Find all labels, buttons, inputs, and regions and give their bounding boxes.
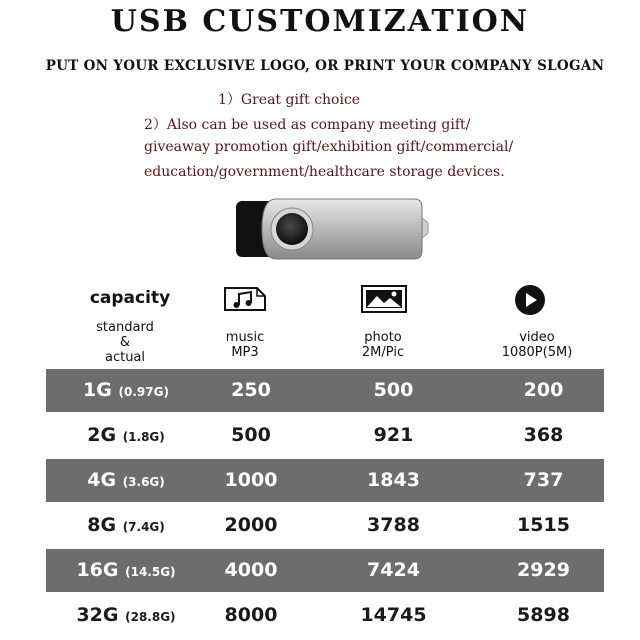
music-label: music — [225, 330, 265, 345]
video-cell: 5898 — [517, 604, 570, 626]
table-row — [46, 414, 604, 457]
capacity-heading: capacity — [89, 288, 171, 308]
music-file-icon — [223, 286, 267, 312]
photo-cell: 1843 — [367, 469, 420, 491]
capacity-cell: 8G (7.4G) — [87, 514, 165, 536]
music-column-header — [190, 330, 300, 360]
capacity-sub-actual: actual — [104, 350, 146, 365]
capacity-cell: 32G (28.8G) — [76, 604, 176, 626]
photo-cell: 500 — [373, 379, 414, 401]
video-cell: 200 — [523, 379, 564, 401]
capacity-cell: 1G (0.97G) — [83, 379, 169, 401]
music-cell: 1000 — [224, 469, 278, 491]
capacity-cell: 4G (3.6G) — [87, 469, 165, 491]
photo-cell: 14745 — [360, 604, 427, 626]
play-icon — [514, 284, 546, 316]
page-title: USB CUSTOMIZATION — [110, 4, 530, 39]
usb-drive-image — [236, 195, 436, 265]
music-format: MP3 — [231, 345, 259, 360]
photo-cell: 7424 — [367, 559, 420, 581]
feature-line-1: 1）Great gift choice — [218, 92, 361, 108]
music-cell: 500 — [231, 424, 271, 446]
capacity-cell: 16G (14.5G) — [76, 559, 176, 581]
photo-label: photo — [364, 330, 402, 345]
feature-line-3: giveaway promotion gift/exhibition gift/commercial/ — [144, 139, 514, 155]
photo-cell: 3788 — [367, 514, 420, 536]
video-cell: 1515 — [517, 514, 570, 536]
capacity-sub-standard: standard — [96, 320, 154, 335]
video-column-header — [482, 330, 592, 360]
music-cell: 250 — [231, 379, 271, 401]
feature-line-2: 2）Also can be used as company meeting gift/ — [144, 117, 471, 133]
capacity-cell: 2G (1.8G) — [87, 424, 165, 446]
video-cell: 368 — [523, 424, 564, 446]
table-row — [46, 459, 604, 502]
music-cell: 4000 — [224, 559, 278, 581]
photo-cell: 921 — [373, 424, 414, 446]
page-subtitle: PUT ON YOUR EXCLUSIVE LOGO, OR PRINT YOUR COMPANY SLOGAN — [45, 58, 605, 74]
video-format: 1080P(5M) — [501, 345, 573, 360]
photo-column-header — [328, 330, 438, 360]
photo-icon — [361, 285, 407, 313]
video-cell: 737 — [523, 469, 564, 491]
table-row — [46, 594, 604, 637]
capacity-sub-and: & — [119, 335, 131, 350]
table-row — [46, 369, 604, 412]
capacity-subheading — [80, 320, 170, 365]
video-cell: 2929 — [517, 559, 570, 581]
feature-line-4: education/government/healthcare storage devices. — [144, 164, 505, 180]
music-cell: 2000 — [224, 514, 278, 536]
photo-format: 2M/Pic — [361, 345, 405, 360]
video-label: video — [519, 330, 555, 345]
music-cell: 8000 — [224, 604, 278, 626]
table-row — [46, 504, 604, 547]
table-row — [46, 549, 604, 592]
